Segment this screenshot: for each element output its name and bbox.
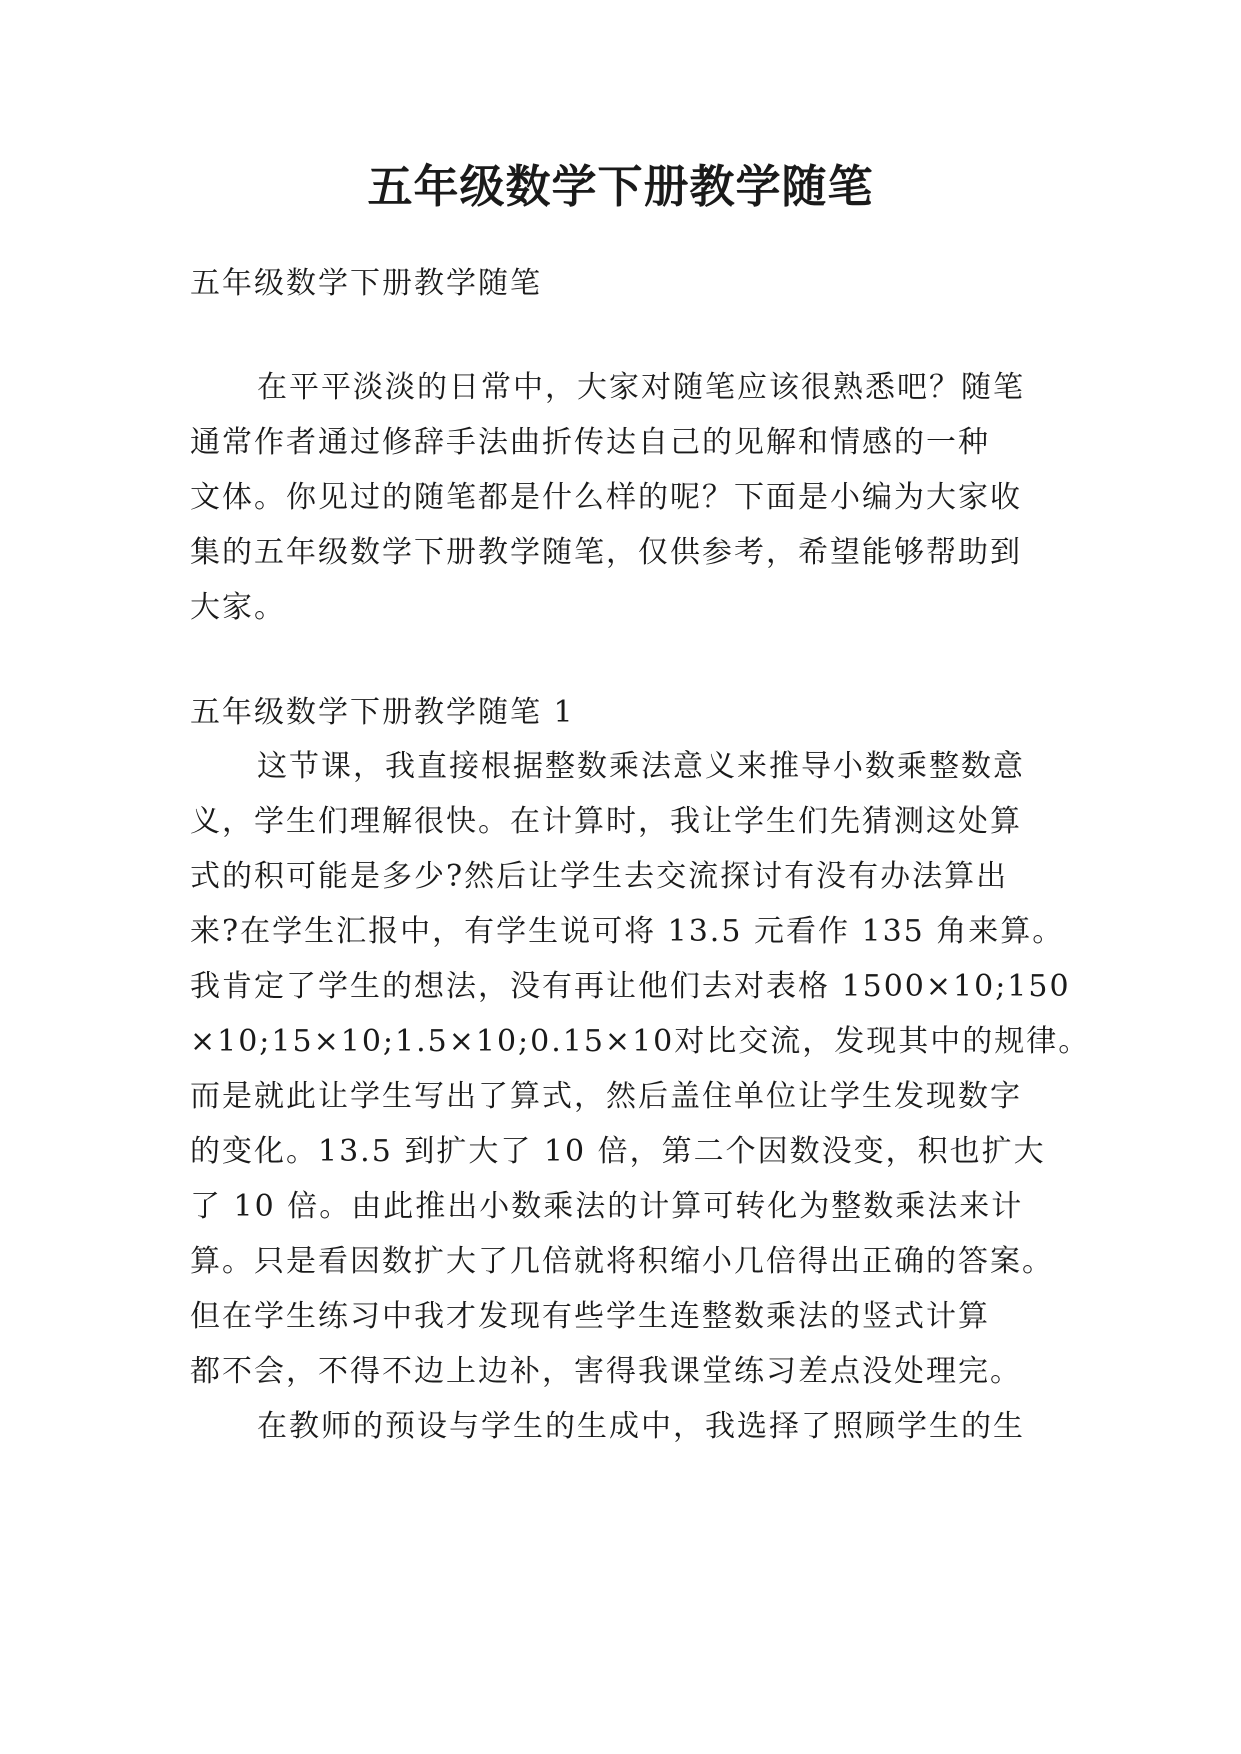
section-line: 来?在学生汇报中，有学生说可将 13.5 元看作 135 角来算。 — [190, 914, 1065, 949]
section-line: 但在学生练习中我才发现有些学生连整数乘法的竖式计算 — [190, 1299, 990, 1334]
section-line: 我肯定了学生的想法，没有再让他们去对表格 1500×10;150 — [190, 969, 1071, 1004]
section-line: 算。只是看因数扩大了几倍就将积缩小几倍得出正确的答案。 — [190, 1244, 1054, 1279]
intro-line: 通常作者通过修辞手法曲折传达自己的见解和情感的一种 — [190, 425, 990, 460]
section-line: 这节课，我直接根据整数乘法意义来推导小数乘整数意 — [257, 749, 1025, 784]
section-line: 式的积可能是多少?然后让学生去交流探讨有没有办法算出 — [190, 859, 1009, 894]
intro-line: 集的五年级数学下册教学随笔，仅供参考，希望能够帮助到 — [190, 535, 1022, 570]
section-line: 都不会，不得不边上边补，害得我课堂练习差点没处理完。 — [190, 1354, 1022, 1389]
section-line: 义，学生们理解很快。在计算时，我让学生们先猜测这处算 — [190, 804, 1022, 839]
section-line: 在教师的预设与学生的生成中，我选择了照顾学生的生 — [257, 1409, 1025, 1444]
section-line: 了 10 倍。由此推出小数乘法的计算可转化为整数乘法来计 — [190, 1189, 1024, 1224]
section-heading: 五年级数学下册教学随笔 1 — [190, 695, 575, 730]
document-subtitle: 五年级数学下册教学随笔 — [190, 266, 542, 301]
section-line: 而是就此让学生写出了算式，然后盖住单位让学生发现数字 — [190, 1079, 1022, 1114]
intro-line: 在平平淡淡的日常中，大家对随笔应该很熟悉吧？随笔 — [257, 370, 1025, 405]
intro-line: 大家。 — [190, 590, 286, 625]
section-line: ×10;15×10;1.5×10;0.15×10对比交流，发现其中的规律。 — [190, 1024, 1091, 1059]
intro-line: 文体。你见过的随笔都是什么样的呢？下面是小编为大家收 — [190, 480, 1022, 515]
section-line: 的变化。13.5 到扩大了 10 倍，第二个因数没变，积也扩大 — [190, 1134, 1046, 1169]
document-title: 五年级数学下册教学随笔 — [367, 160, 874, 213]
